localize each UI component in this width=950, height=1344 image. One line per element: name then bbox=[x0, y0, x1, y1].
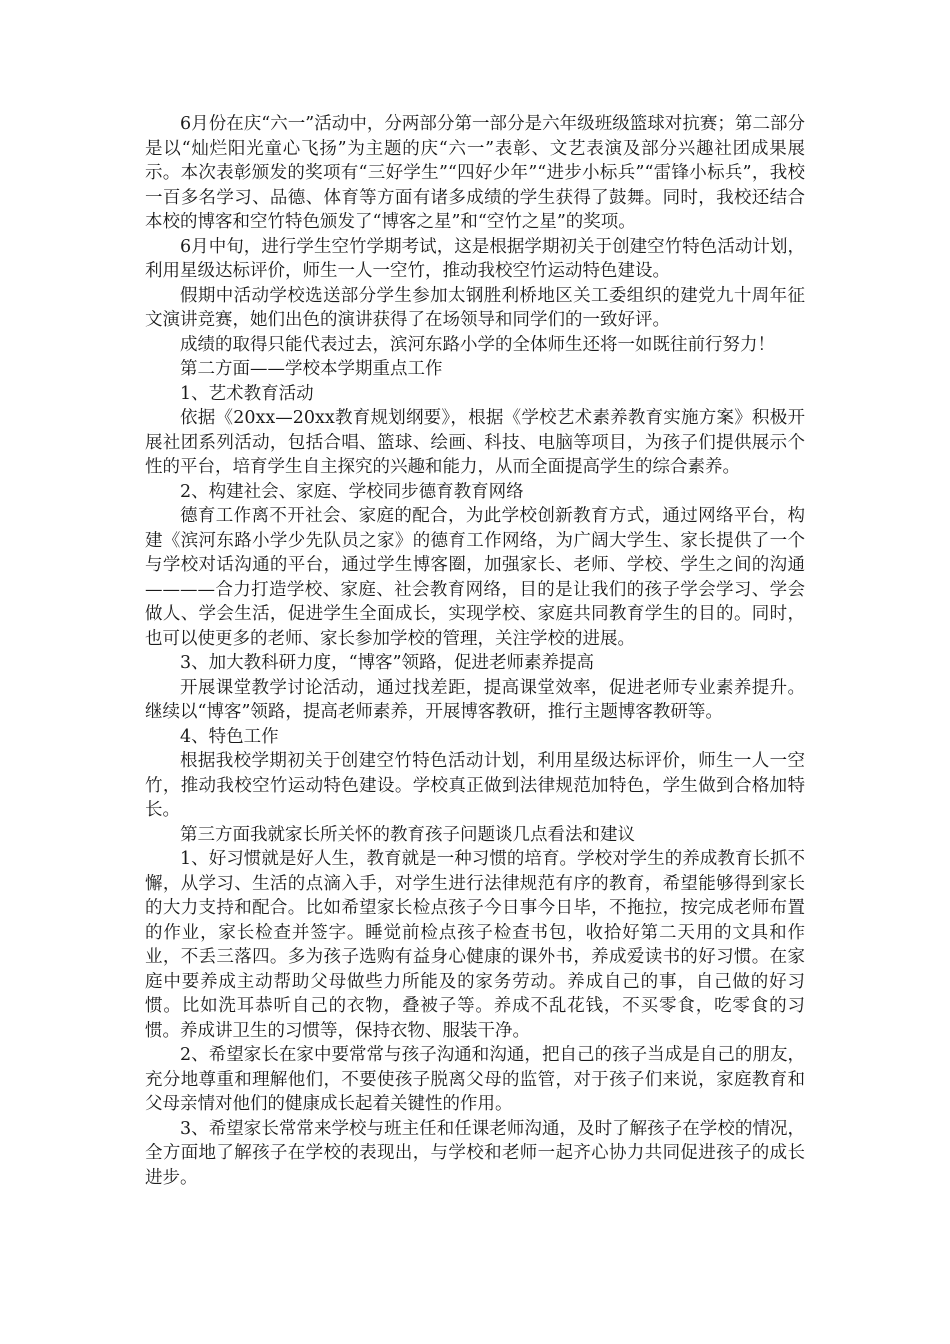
paragraph-art-education: 依据《20xx—20xx教育规划纲要》，根据《学校艺术素养教育实施方案》积极开展社团系列活动，包括合唱、篮球、绘画、科技、电脑等项目，为孩子们提供展示个性的平台，培育学生自主探究的兴趣和能力，从而全面提高学生的综合素养。 bbox=[145, 408, 805, 477]
document-body bbox=[145, 112, 805, 1190]
paragraph-good-habits: 1、好习惯就是好人生，教育就是一种习惯的培育。学校对学生的养成教育长抓不懈，从学习、生活的点滴入手，对学生进行法律规范有序的教育，希望能够得到家长的大力支持和配合。比如希望家长检点孩子今日事今日毕，不拖拉，按完成老师布置的作业，家长检查并签字。睡觉前检点孩子检查书包，收拾好第二天用的文具和作业，不丢三落四。多为孩子选购有益身心健康的课外书，养成爱读书的好习惯。在家庭中要养成主动帮助父母做些力所能及的家务劳动。养成自己的事，自己做的好习惯。比如洗耳恭听自己的衣物，叠被子等。养成不乱花钱，不买零食，吃零食的习惯。养成讲卫生的习惯等，保持衣物、服装干净。 bbox=[145, 849, 805, 1041]
item-heading-3: 3、加大教科研力度，“博客”领路，促进老师素养提高 bbox=[180, 653, 595, 673]
paragraph-teaching-research: 开展课堂教学讨论活动，通过找差距，提高课堂效率，促进老师专业素养提升。继续以“博客”领路，提高老师素养，开展博客教研，推行主题博客教研等。 bbox=[145, 677, 805, 722]
paragraph-june-celebration: 6月份在庆“六一”活动中，分两部分第一部分是六年级班级篮球对抗赛；第二部分是以“灿烂阳光童心飞扬”为主题的庆“六一”表彰、文艺表演及部分兴趣社团成果展示。本次表彰颁发的奖项有“三好学生”“四好少年”“进步小标兵”“雷锋小标兵”，我校一百多名学习、品德、体育等方面有诸多成绩的学生获得了鼓舞。同时，我校还结合本校的博客和空竹特色颁发了“博客之星”和“空竹之星”的奖项。 bbox=[145, 114, 805, 232]
item-heading-4: 4、特色工作 bbox=[180, 726, 279, 747]
paragraph-achievements: 成绩的取得只能代表过去，滨河东路小学的全体师生还将一如既往前行努力！ bbox=[180, 334, 775, 355]
paragraph-special-work: 根据我校学期初关于创建空竹特色活动计划，利用星级达标评价，师生一人一空竹，推动我校空竹运动特色建设。学校真正做到法律规范加特色，学生做到合格加特长。 bbox=[145, 751, 805, 820]
item-heading-1: 1、艺术教育活动 bbox=[180, 383, 314, 404]
paragraph-kongzhu-exam: 6月中旬，进行学生空竹学期考试，这是根据学期初关于创建空竹特色活动计划，利用星级达标评价，师生一人一空竹，推动我校空竹运动特色建设。 bbox=[145, 236, 805, 281]
section-heading-2: 第二方面——学校本学期重点工作 bbox=[180, 359, 443, 379]
paragraph-speech-contest: 假期中活动学校选送部分学生参加太钢胜利桥地区关工委组织的建党九十周年征文演讲竞赛，她们出色的演讲获得了在场领导和同学们的一致好评。 bbox=[145, 285, 805, 330]
paragraph-moral-network: 德育工作离不开社会、家庭的配合，为此学校创新教育方式，通过网络平台，构建《滨河东路小学少先队员之家》的德育工作网络，为广阔大学生、家长提供了一个与学校对话沟通的平台，通过学生博客圈，加强家长、老师、学校、学生之间的沟通————合力打造学校、家庭、社会教育网络，目的是让我们的孩子学会学习、学会做人、学会生活，促进学生全面成长，实现学校、家庭共同教育学生的目的。同时，也可以使更多的老师、家长参加学校的管理，关注学校的进展。 bbox=[145, 506, 805, 649]
paragraph-communication: 2、希望家长在家中要常常与孩子沟通和沟通，把自己的孩子当成是自己的朋友，充分地尊重和理解他们，不要使孩子脱离父母的监管，对于孩子们来说，家庭教育和父母亲情对他们的健康成长起着关键性的作用。 bbox=[145, 1045, 805, 1114]
section-heading-3: 第三方面我就家长所关怀的教育孩子问题谈几点看法和建议 bbox=[180, 824, 635, 845]
paragraph-school-contact: 3、希望家长常常来学校与班主任和任课老师沟通，及时了解孩子在学校的情况，全方面地了解孩子在学校的表现出，与学校和老师一起齐心协力共同促进孩子的成长进步。 bbox=[145, 1118, 805, 1188]
item-heading-2: 2、构建社会、家庭、学校同步德育教育网络 bbox=[180, 481, 524, 502]
